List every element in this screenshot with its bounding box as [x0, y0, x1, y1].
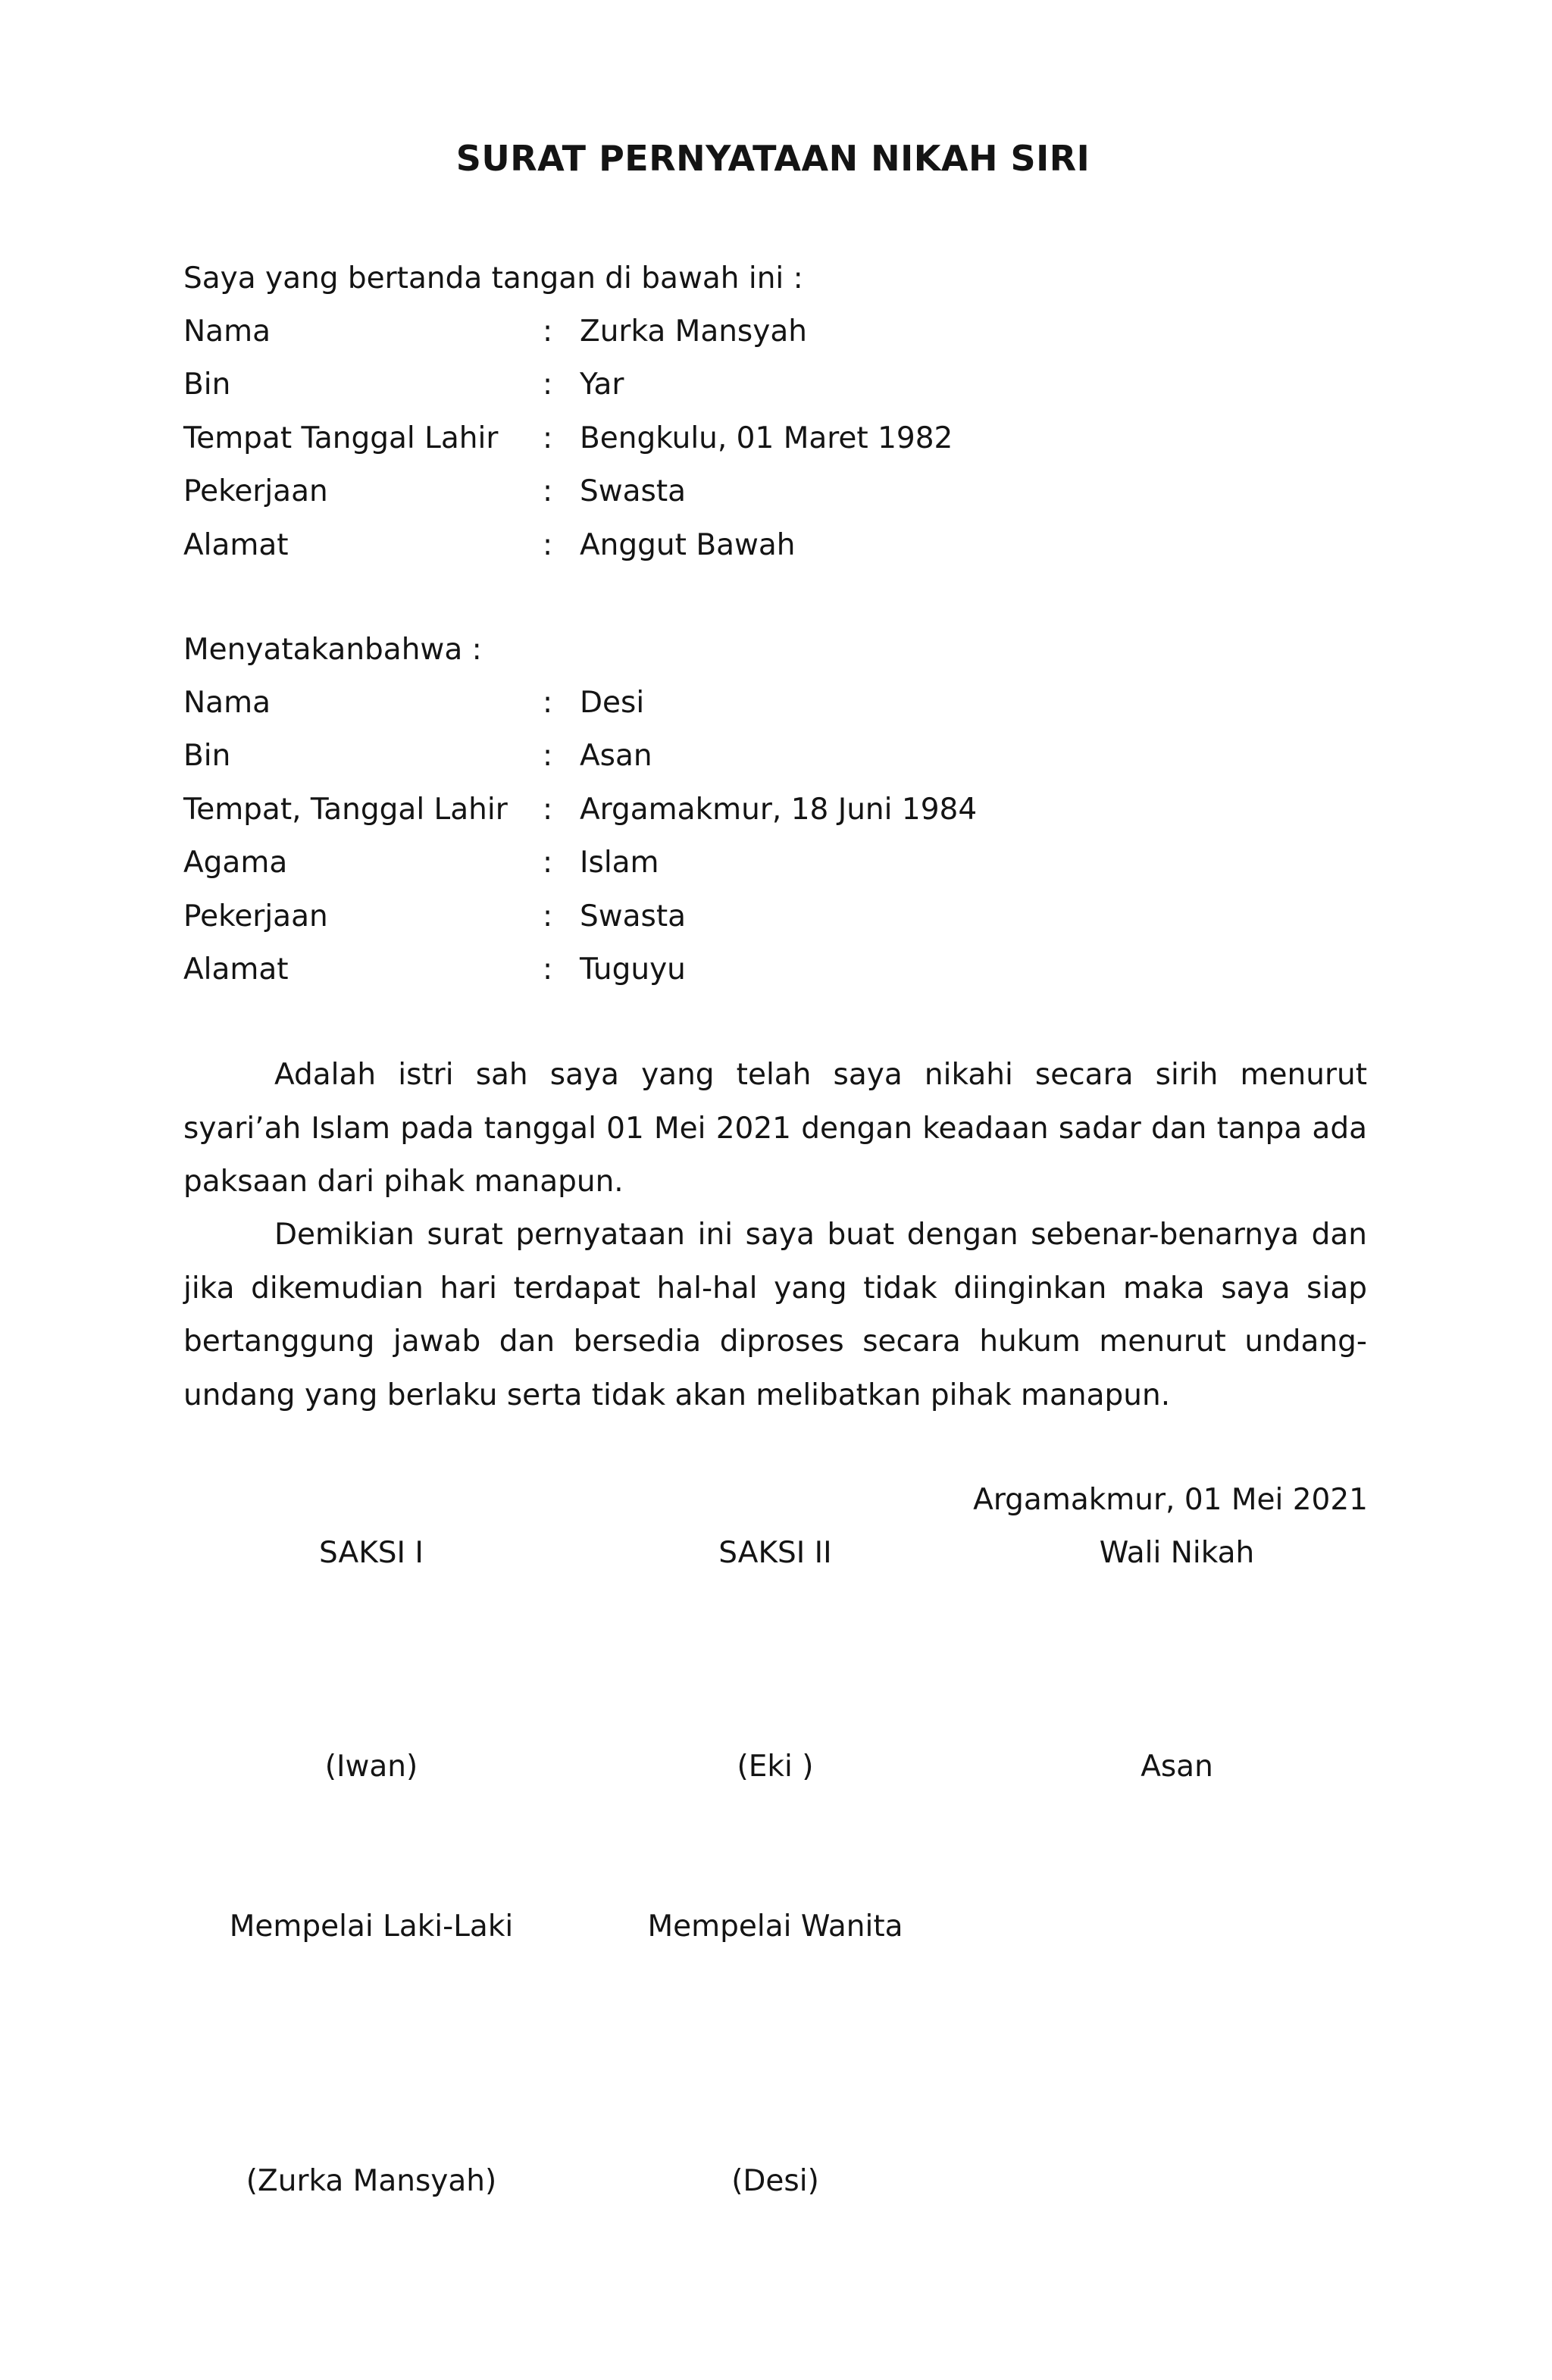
row-colon: :	[543, 367, 553, 402]
row-label: Pekerjaan	[183, 899, 328, 934]
row-colon: :	[543, 793, 553, 827]
groom-role: Mempelai Laki-Laki	[229, 1909, 514, 1944]
saksi2-name: (Eki )	[737, 1750, 814, 1784]
row-label: Tempat Tanggal Lahir	[183, 421, 499, 455]
row-label: Pekerjaan	[183, 474, 328, 508]
row-value: Bengkulu, 01 Maret 1982	[580, 421, 953, 455]
bride-role: Mempelai Wanita	[647, 1909, 903, 1944]
row-colon: :	[543, 421, 553, 455]
row-value: Islam	[580, 846, 659, 880]
row-label: Bin	[183, 367, 231, 402]
paragraph-marriage	[183, 1049, 1367, 1209]
row-label: Agama	[183, 846, 288, 880]
row-value: Zurka Mansyah	[580, 314, 807, 349]
row-colon: :	[543, 528, 553, 562]
row-label: Alamat	[183, 952, 289, 987]
row-colon: :	[543, 314, 553, 349]
row-label: Bin	[183, 739, 231, 773]
wali-role: Wali Nikah	[1099, 1536, 1255, 1570]
document-title: SURAT PERNYATAAN NIKAH SIRI	[455, 138, 1090, 179]
row-colon: :	[543, 474, 553, 508]
saksi2-role: SAKSI II	[718, 1536, 832, 1570]
intro-text: Saya yang bertanda tangan di bawah ini :	[183, 261, 803, 296]
row-value: Yar	[580, 367, 624, 402]
bride-name: (Desi)	[731, 2164, 819, 2198]
paragraph-marriage-text: Adalah istri sah saya yang telah saya nikahi secara sirih menurut syari’ah Islam pada tanggal 01 Mei 2021 dengan keadaan sadar dan tanpa ada paksaan dari pihak manapun.	[183, 1058, 1367, 1199]
paragraph-declaration	[183, 1209, 1367, 1422]
place-date: Argamakmur, 01 Mei 2021	[973, 1483, 1368, 1517]
row-colon: :	[543, 846, 553, 880]
row-colon: :	[543, 899, 553, 934]
row-label: Alamat	[183, 528, 289, 562]
row-colon: :	[543, 686, 553, 720]
row-label: Tempat, Tanggal Lahir	[183, 793, 508, 827]
paragraph-declaration-text: Demikian surat pernyataan ini saya buat dengan sebenar-benarnya dan jika dikemudian hari terdapat hal-hal yang tidak diinginkan maka saya siap bertanggung jawab dan bersedia diproses secara hukum menurut undang-undang yang berlaku serta tidak akan melibatkan pihak manapun.	[183, 1218, 1367, 1412]
row-value: Argamakmur, 18 Juni 1984	[580, 793, 978, 827]
row-label: Nama	[183, 314, 271, 349]
row-value: Swasta	[580, 899, 687, 934]
row-colon: :	[543, 952, 553, 987]
row-value: Swasta	[580, 474, 687, 508]
row-colon: :	[543, 739, 553, 773]
row-label: Nama	[183, 686, 271, 720]
statement-intro: Menyatakanbahwa :	[183, 633, 482, 667]
saksi1-name: (Iwan)	[324, 1750, 418, 1784]
groom-name: (Zurka Mansyah)	[246, 2164, 497, 2198]
row-value: Asan	[580, 739, 652, 773]
row-value: Anggut Bawah	[580, 528, 796, 562]
wali-name: Asan	[1141, 1750, 1213, 1784]
row-value: Tuguyu	[580, 952, 686, 987]
row-value: Desi	[580, 686, 645, 720]
saksi1-role: SAKSI I	[319, 1536, 424, 1570]
